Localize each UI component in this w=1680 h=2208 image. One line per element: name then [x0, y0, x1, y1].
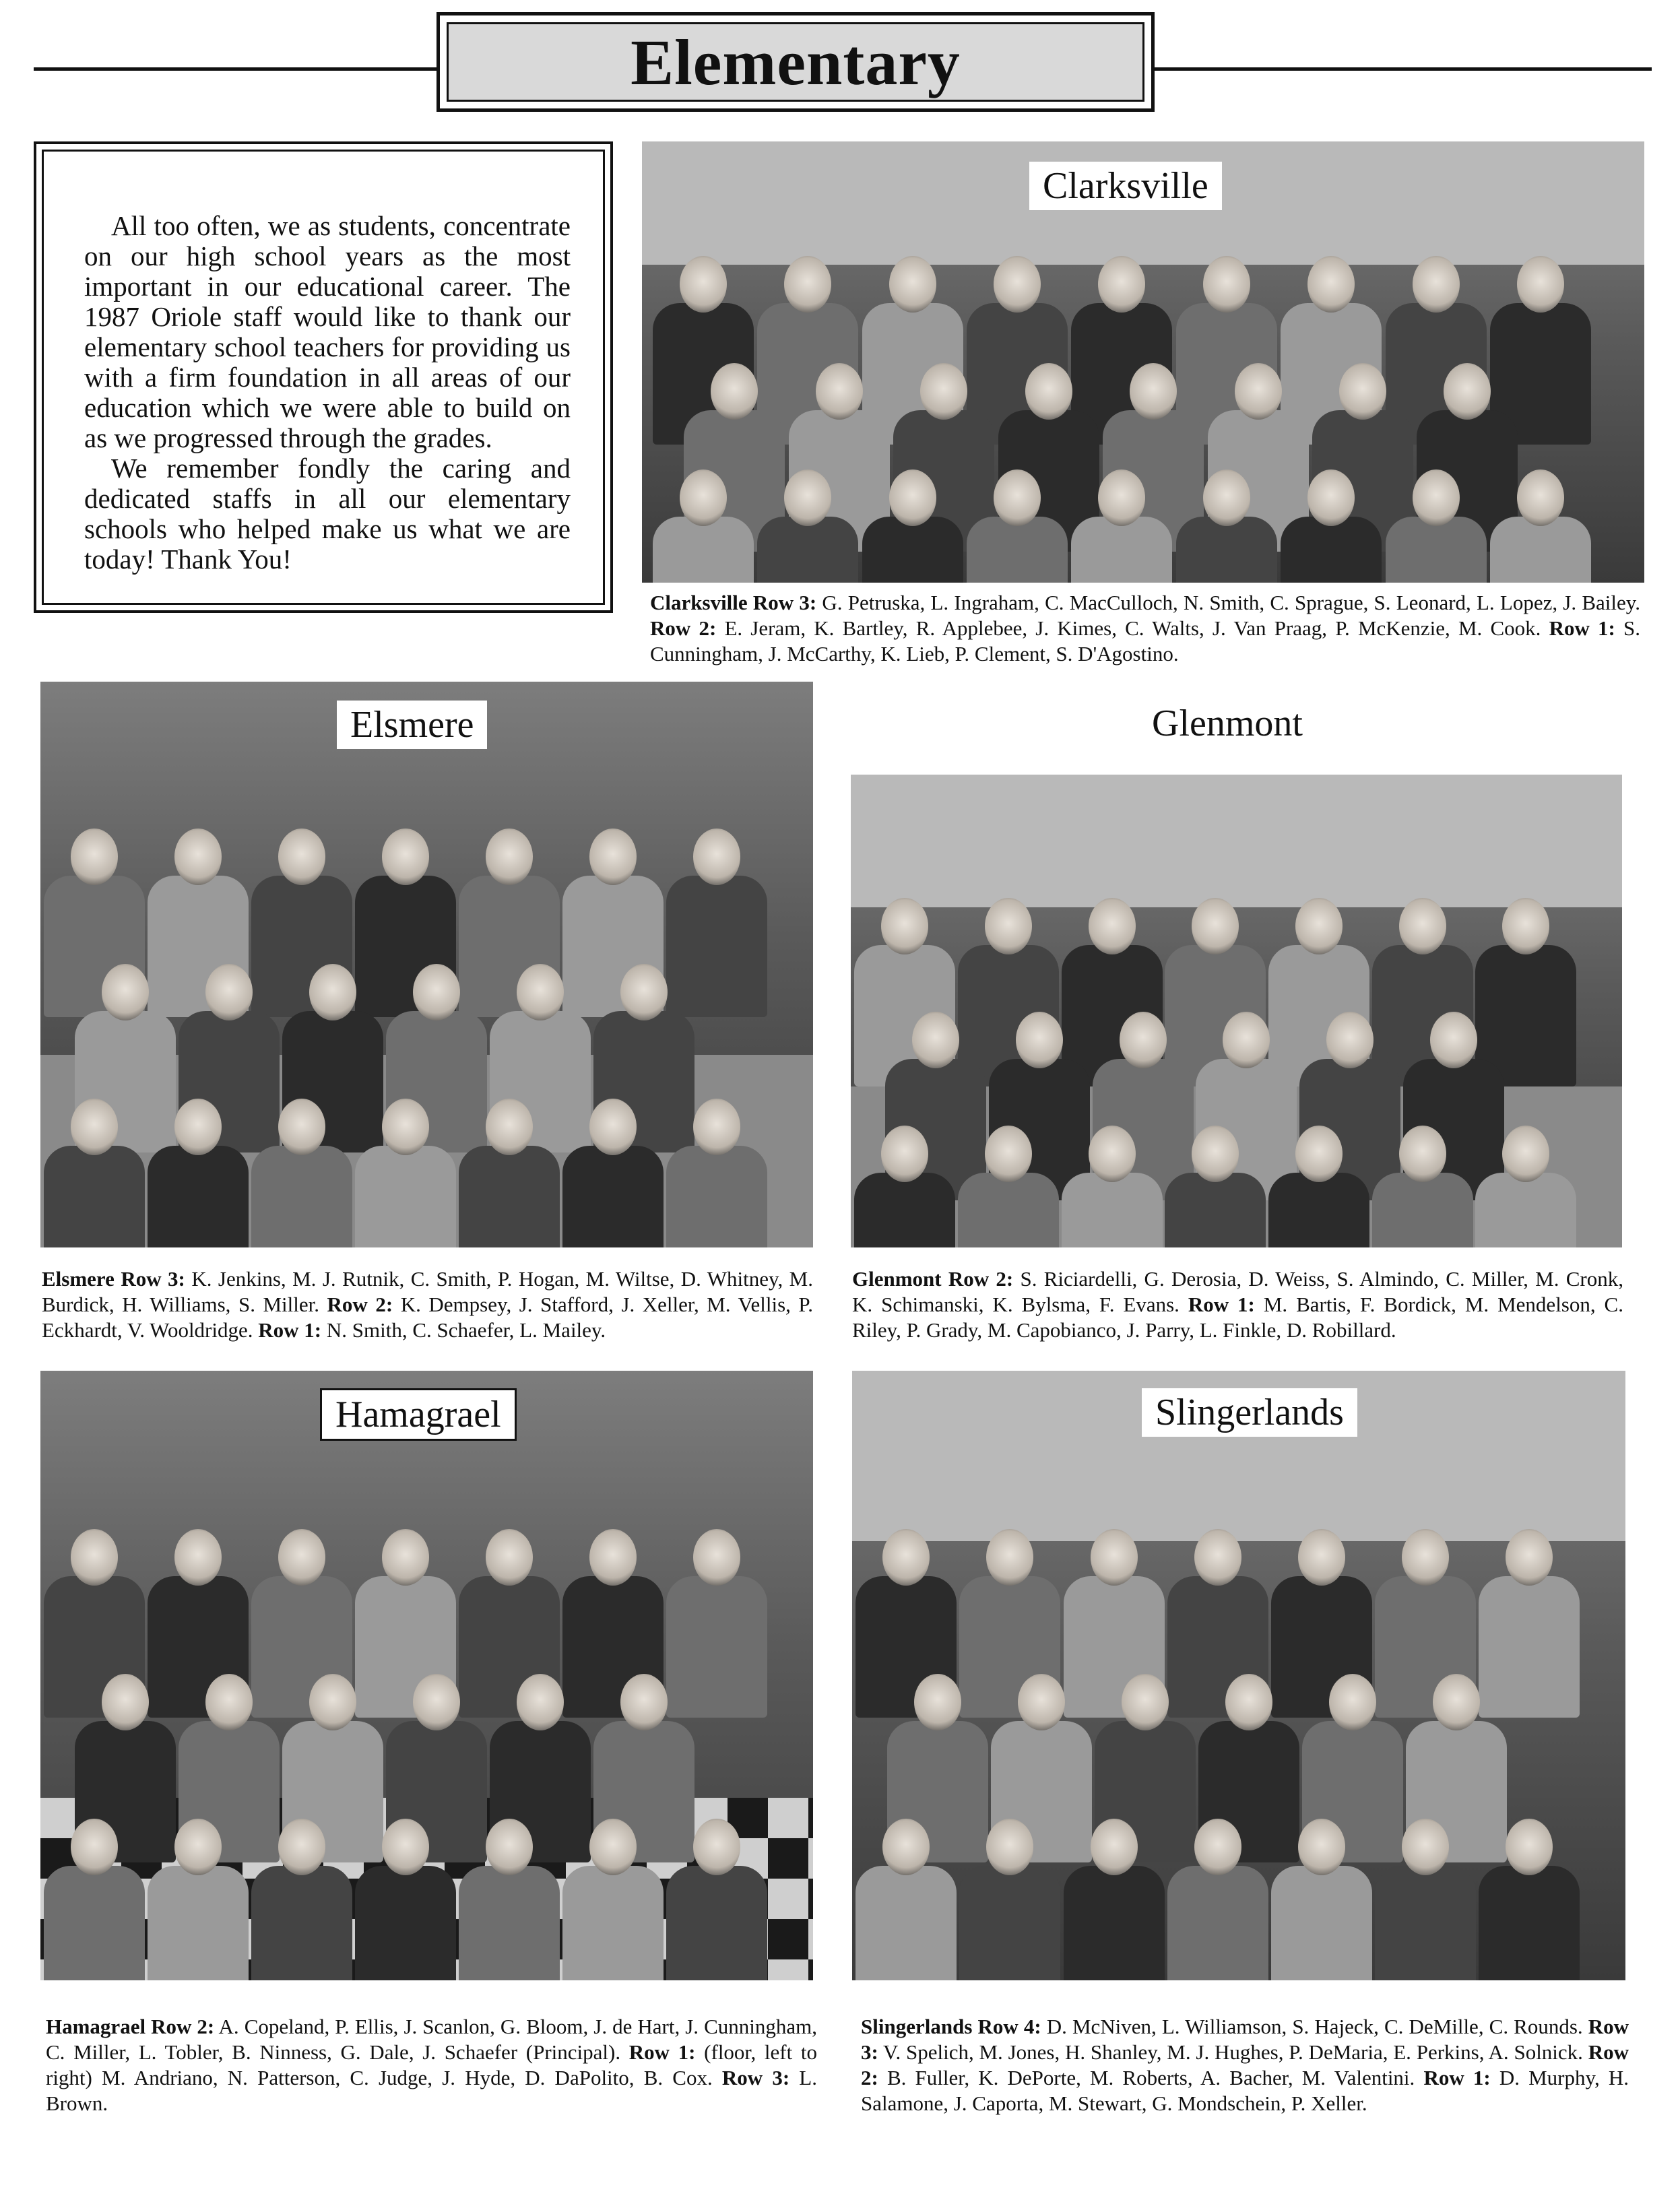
- person-head: [1413, 256, 1460, 313]
- caption-text: A. Copeland, P. Ellis, J. Scanlon, G. Bloom, J. de Hart, J. Cunningham, C. Miller, L. Tobler, B. Ninness, G. Dale, J. Schaefer (Principal).: [46, 2015, 817, 2064]
- person-head: [1091, 1819, 1138, 1875]
- hamagrael-photo: [40, 1371, 813, 1980]
- caption-head: Row 1:: [1549, 616, 1615, 640]
- caption-head: Glenmont Row 2:: [852, 1267, 1014, 1291]
- person-figure: [1281, 517, 1382, 583]
- person-figure: [757, 517, 858, 583]
- person-head: [71, 1529, 118, 1586]
- caption-head: Row 1:: [1423, 2066, 1491, 2089]
- person-figure: [251, 1866, 352, 1980]
- caption-text: E. Jeram, K. Bartley, R. Applebee, J. Kimes, C. Walts, J. Van Praag, P. McKenzie, M. Cook.: [716, 616, 1549, 640]
- person-head: [912, 1012, 959, 1068]
- person-head: [382, 1819, 429, 1875]
- person-figure: [1064, 1866, 1165, 1980]
- person-head: [1329, 1674, 1376, 1730]
- person-figure: [1490, 517, 1591, 583]
- intro-paragraph-1: All too often, we as students, concentrate on our high school years as the most important in our educational career. The 1987 Oriole staff would like to thank our elementary school teachers for providing us with a firm foundation in all areas of our education which we were able to build on as we progressed through the grades.: [84, 210, 571, 453]
- person-head: [1235, 363, 1282, 420]
- school-label-elsmere: Elsmere: [337, 701, 487, 749]
- person-head: [1018, 1674, 1065, 1730]
- person-head: [1025, 363, 1072, 420]
- caption-text: S. Riciardelli, G. Derosia, D. Weiss, S. Almindo, C. Miller, M. Cronk, K. Schimanski, K. Bylsma, F. Evans.: [852, 1267, 1623, 1316]
- header-rule-left: [34, 67, 438, 71]
- person-head: [1517, 469, 1564, 526]
- person-head: [589, 1099, 637, 1155]
- person-head: [1192, 898, 1239, 954]
- person-head: [985, 1126, 1032, 1182]
- person-figure: [1167, 1866, 1268, 1980]
- person-head: [1192, 1126, 1239, 1182]
- person-head: [711, 363, 758, 420]
- person-head: [680, 469, 727, 526]
- slingerlands-photo: [852, 1371, 1625, 1980]
- group-figures: [875, 1529, 1602, 1943]
- person-head: [1402, 1819, 1449, 1875]
- page-title: Elementary: [631, 26, 961, 98]
- person-head: [1298, 1529, 1345, 1586]
- person-figure: [653, 517, 754, 583]
- person-head: [1502, 898, 1549, 954]
- person-head: [881, 1126, 928, 1182]
- person-head: [1091, 1529, 1138, 1586]
- person-figure: [1386, 517, 1487, 583]
- caption-text: S. Cunningham, J. McCarthy, K. Lieb, P. Clement, S. D'Agostino.: [650, 616, 1641, 665]
- person-figure: [666, 1146, 767, 1247]
- person-head: [881, 898, 928, 954]
- caption-head: Row 3:: [721, 2066, 790, 2089]
- caption-head: Row 1:: [1188, 1293, 1255, 1316]
- person-head: [278, 1099, 325, 1155]
- person-figure: [1176, 517, 1277, 583]
- person-head: [920, 363, 967, 420]
- person-head: [1295, 1126, 1343, 1182]
- group-figures: [63, 829, 789, 1213]
- person-head: [889, 256, 936, 313]
- person-head: [1413, 469, 1460, 526]
- person-head: [1339, 363, 1386, 420]
- person-head: [71, 1099, 118, 1155]
- person-head: [1120, 1012, 1167, 1068]
- person-head: [620, 964, 668, 1020]
- person-head: [1089, 898, 1136, 954]
- caption-head: Row 3:: [861, 2015, 1629, 2064]
- person-head: [1089, 1126, 1136, 1182]
- clarksville-photo: [642, 141, 1644, 583]
- person-head: [1130, 363, 1177, 420]
- person-head: [1194, 1819, 1241, 1875]
- title-box: [437, 12, 1155, 112]
- caption-head: Hamagrael Row 2:: [46, 2015, 215, 2038]
- title-inner: [447, 22, 1144, 102]
- person-head: [693, 1819, 740, 1875]
- person-head: [816, 363, 863, 420]
- person-head: [486, 1819, 533, 1875]
- school-label-slingerlands: Slingerlands: [1142, 1388, 1357, 1437]
- caption-text: M. Bartis, F. Bordick, M. Mendelson, C. Riley, P. Grady, M. Capobianco, J. Parry, L. Finkle, D. Robillard.: [852, 1293, 1623, 1342]
- group-figures: [672, 256, 1615, 556]
- elsmere-photo: [40, 682, 813, 1247]
- person-figure: [1062, 1173, 1163, 1247]
- person-figure: [854, 1173, 955, 1247]
- caption-elsmere: [42, 1266, 813, 1343]
- person-figure: [355, 1866, 456, 1980]
- person-head: [784, 469, 831, 526]
- person-figure: [1375, 1866, 1476, 1980]
- caption-head: Slingerlands Row 4:: [861, 2015, 1041, 2038]
- person-figure: [44, 1146, 145, 1247]
- caption-text: K. Dempsey, J. Stafford, J. Xeller, M. Vellis, P. Eckhardt, V. Wooldridge.: [42, 1293, 813, 1342]
- person-head: [174, 1099, 222, 1155]
- person-figure: [459, 1146, 560, 1247]
- person-figure: [862, 517, 963, 583]
- person-figure: [958, 1173, 1059, 1247]
- caption-hamagrael: [46, 2014, 817, 2116]
- person-head: [1430, 1012, 1477, 1068]
- person-head: [309, 964, 356, 1020]
- person-head: [1225, 1674, 1272, 1730]
- person-head: [1194, 1529, 1241, 1586]
- person-head: [278, 1529, 325, 1586]
- caption-text: (floor, left to right) M. Andriano, N. Patterson, C. Judge, J. Hyde, D. DaPolito, B. Cox.: [46, 2040, 817, 2089]
- person-head: [174, 1819, 222, 1875]
- person-figure: [666, 1576, 767, 1718]
- glenmont-photo: [851, 775, 1622, 1247]
- person-head: [985, 898, 1032, 954]
- person-head: [278, 1819, 325, 1875]
- person-head: [1016, 1012, 1063, 1068]
- school-label-glenmont: Glenmont: [1152, 703, 1303, 744]
- caption-text: K. Jenkins, M. J. Rutnik, C. Smith, P. Hogan, M. Wiltse, D. Whitney, M. Burdick, H. Williams, S. Miller.: [42, 1267, 813, 1316]
- person-figure: [1479, 1576, 1580, 1718]
- caption-glenmont: [852, 1266, 1623, 1343]
- person-head: [1506, 1529, 1553, 1586]
- caption-head: Row 1:: [628, 2040, 696, 2064]
- person-figure: [355, 1146, 456, 1247]
- person-head: [517, 964, 564, 1020]
- caption-text: B. Fuller, K. DePorte, M. Roberts, A. Bacher, M. Valentini.: [878, 2066, 1424, 2089]
- person-head: [102, 964, 149, 1020]
- caption-text: V. Spelich, M. Jones, H. Shanley, M. J. Hughes, P. DeMaria, E. Perkins, A. Solnick.: [878, 2040, 1588, 2064]
- person-head: [693, 1529, 740, 1586]
- person-figure: [562, 1146, 664, 1247]
- person-figure: [251, 1146, 352, 1247]
- person-head: [914, 1674, 961, 1730]
- person-head: [413, 964, 460, 1020]
- person-figure: [1479, 1866, 1580, 1980]
- intro-box: [34, 141, 613, 613]
- person-figure: [1271, 1866, 1372, 1980]
- person-head: [589, 1819, 637, 1875]
- person-figure: [148, 1866, 249, 1980]
- person-head: [1506, 1819, 1553, 1875]
- caption-text: G. Petruska, L. Ingraham, C. MacCulloch, N. Smith, C. Sprague, S. Leonard, L. Lopez, J. Bailey.: [816, 591, 1640, 614]
- person-head: [1399, 898, 1446, 954]
- person-head: [693, 1099, 740, 1155]
- caption-head: Clarksville Row 3:: [650, 591, 817, 614]
- person-head: [174, 1529, 222, 1586]
- person-head: [889, 469, 936, 526]
- person-figure: [44, 1866, 145, 1980]
- person-head: [1098, 469, 1145, 526]
- caption-head: Row 2:: [861, 2040, 1629, 2089]
- person-figure: [562, 1866, 664, 1980]
- person-head: [784, 256, 831, 313]
- caption-slingerlands: [861, 2014, 1629, 2116]
- person-head: [1223, 1012, 1270, 1068]
- person-figure: [459, 1866, 560, 1980]
- intro-paragraph-2: We remember fondly the caring and dedicated staffs in all our elementary schools who helped make us what we are today! Thank You!: [84, 453, 571, 575]
- caption-clarksville: [650, 590, 1640, 667]
- person-head: [71, 1819, 118, 1875]
- person-figure: [1165, 1173, 1266, 1247]
- group-figures: [874, 898, 1598, 1219]
- person-head: [486, 1529, 533, 1586]
- school-label-clarksville: Clarksville: [1029, 162, 1222, 210]
- person-head: [382, 1529, 429, 1586]
- person-head: [1307, 469, 1355, 526]
- person-head: [680, 256, 727, 313]
- person-head: [1298, 1819, 1345, 1875]
- caption-head: Row 2:: [650, 616, 717, 640]
- caption-text: D. McNiven, L. Williamson, S. Hajeck, C. DeMille, C. Rounds.: [1041, 2015, 1588, 2038]
- person-figure: [666, 1866, 767, 1980]
- group-figures: [63, 1529, 789, 1943]
- caption-text: D. Murphy, H. Salamone, J. Caporta, M. Stewart, G. Mondschein, P. Xeller.: [861, 2066, 1629, 2115]
- person-head: [1502, 1126, 1549, 1182]
- person-head: [994, 256, 1041, 313]
- person-head: [1402, 1529, 1449, 1586]
- person-head: [1203, 469, 1250, 526]
- person-figure: [666, 876, 767, 1017]
- person-head: [1295, 898, 1343, 954]
- person-head: [1399, 1126, 1446, 1182]
- person-head: [589, 1529, 637, 1586]
- caption-head: Row 1:: [258, 1318, 322, 1342]
- person-figure: [855, 1866, 957, 1980]
- header-rule-right: [1153, 67, 1652, 71]
- caption-text: N. Smith, C. Schaefer, L. Mailey.: [321, 1318, 606, 1342]
- person-figure: [1071, 517, 1172, 583]
- caption-text: L. Brown.: [46, 2066, 817, 2115]
- person-head: [994, 469, 1041, 526]
- person-head: [486, 1099, 533, 1155]
- person-figure: [967, 517, 1068, 583]
- person-head: [1444, 363, 1491, 420]
- person-head: [205, 964, 253, 1020]
- caption-head: Elsmere Row 3:: [42, 1267, 185, 1291]
- person-figure: [959, 1866, 1060, 1980]
- caption-head: Row 2:: [327, 1293, 393, 1316]
- person-figure: [1372, 1173, 1473, 1247]
- school-label-hamagrael: Hamagrael: [320, 1388, 517, 1441]
- person-head: [1433, 1674, 1480, 1730]
- intro-text: [42, 150, 605, 605]
- person-head: [1326, 1012, 1374, 1068]
- person-head: [1203, 256, 1250, 313]
- person-head: [382, 1099, 429, 1155]
- person-figure: [1268, 1173, 1369, 1247]
- person-figure: [1475, 1173, 1576, 1247]
- person-head: [1122, 1674, 1169, 1730]
- person-figure: [148, 1146, 249, 1247]
